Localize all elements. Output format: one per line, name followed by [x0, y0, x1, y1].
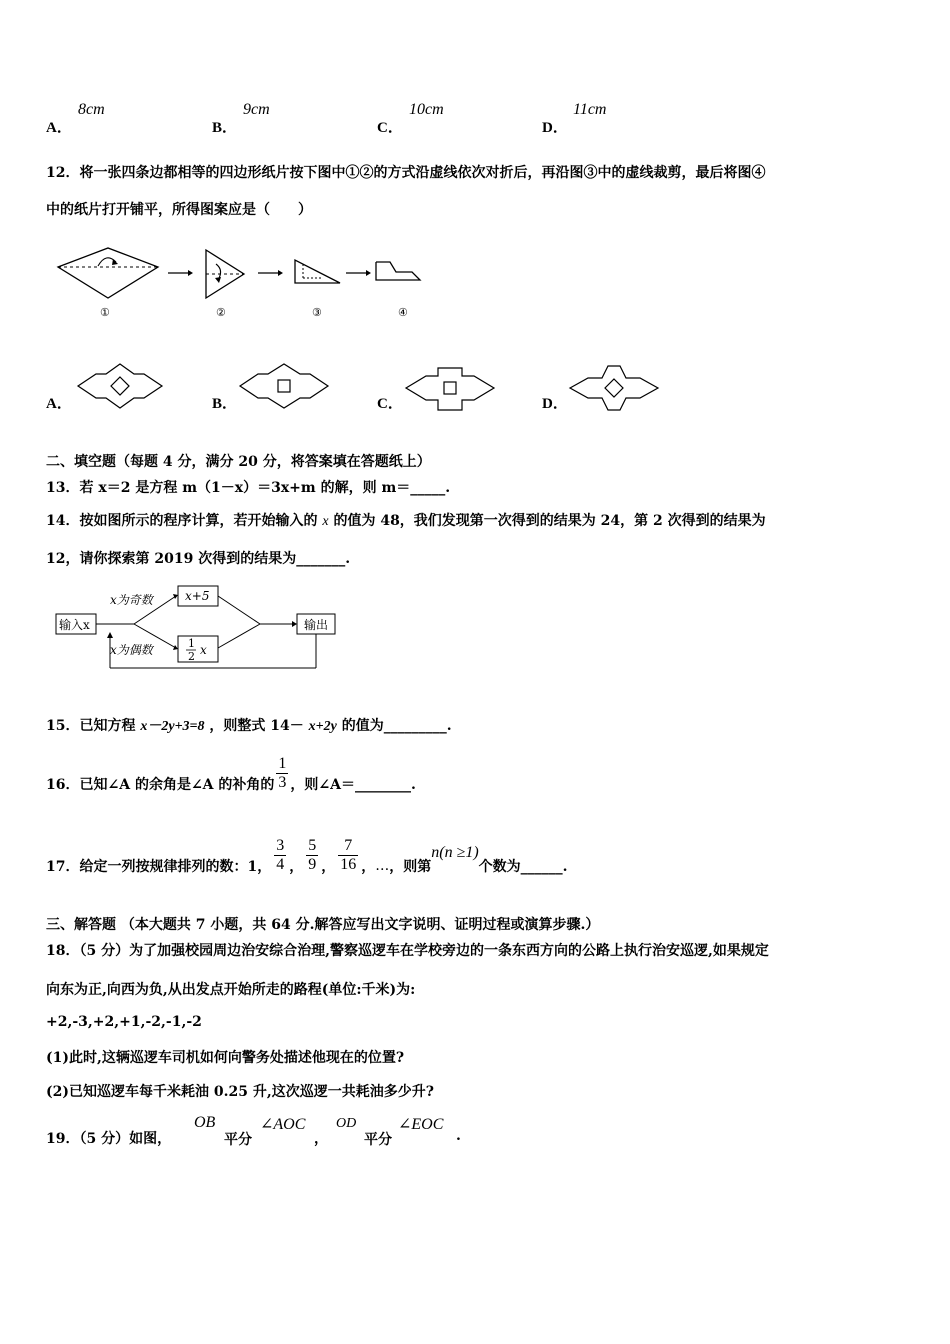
q18-line2: 向东为正,向西为负,从出发点开始所走的路程(单位:千米)为: — [46, 982, 416, 998]
q15-expr1: x－2y+3=8 — [140, 719, 205, 734]
q19-aoc: ∠AOC — [260, 1116, 306, 1133]
q15-text — [46, 715, 452, 735]
q16-b: ，则∠A＝________. — [290, 777, 416, 793]
q13-text: 13．若 x＝2 是方程 m（1－x）＝3x+m 的解，则 m＝_____. — [46, 480, 451, 496]
flow-even-box — [178, 636, 218, 662]
q12-folding-steps-figure — [50, 240, 440, 325]
flow-odd-op: x+5 — [185, 589, 210, 603]
q11-option-d-letter: D． — [542, 120, 568, 136]
q17-b: ，则第 — [389, 859, 432, 875]
step-label-1: ① — [100, 306, 110, 319]
flow-input-label: 输入x — [59, 618, 90, 632]
q11-option-a-value: 8cm — [78, 101, 105, 118]
q16-fraction-den: 3 — [278, 773, 287, 791]
q12-option-d-letter: D． — [542, 396, 568, 412]
q18-data: +2,-3,+2,+1,-2,-1,-2 — [46, 1014, 202, 1030]
q14-line1-var: x — [322, 514, 329, 529]
q18-line1: 18．（5 分）为了加强校园周边治安综合治理,警察巡逻车在学校旁边的一条东西方向的公路上执行治安巡逻,如果规定 — [46, 943, 769, 959]
q14-flowchart — [54, 582, 354, 674]
q16-text — [46, 748, 416, 798]
q16-fraction-num: 1 — [278, 754, 287, 772]
q12-line1: 12．将一张四条边都相等的四边形纸片按下图中①②的方式沿虚线依次对折后，再沿图③中的虚线裁剪，最后将图④ — [46, 165, 766, 181]
flow-output-label: 输出 — [304, 618, 329, 632]
flow-even-condition: x为偶数 — [110, 643, 153, 657]
step-label-2: ② — [216, 306, 226, 319]
q19-end: . — [456, 1128, 461, 1144]
q17-text: 17．给定一列按规律排列的数：1， $\frac{3}{4}$ ， $\frac{5}{9}$ ， $\frac{7}{16}$ ， … ，则第 n(n ≥1) 个数为______. — [46, 836, 568, 875]
q14-line1-b: 的值为 48，我们发现第一次得到的结果为 24，第 2 次得到的结果为 — [333, 513, 766, 529]
q11-option-b-letter: B． — [212, 120, 238, 136]
flow-even-var: x — [200, 643, 207, 657]
q14-line1 — [46, 510, 766, 530]
q12-option-c-figure — [404, 366, 496, 416]
q11-option-d-value: 11cm — [573, 101, 607, 118]
q15-expr2: x+2y — [308, 719, 337, 734]
section2-heading: 二、填空题（每题 4 分，满分 20 分，将答案填在答题纸上） — [46, 454, 431, 470]
q12-option-a-figure — [76, 362, 166, 412]
q17-n-expr: n(n ≥1) — [431, 844, 479, 861]
q11-option-b-value: 9cm — [243, 101, 270, 118]
q19-bisect2: 平分 — [364, 1132, 392, 1148]
q18-part2: (2)已知巡逻车每千米耗油 0.25 升,这次巡逻一共耗油多少升? — [46, 1084, 434, 1100]
q18-part1: (1)此时,这辆巡逻车司机如何向警务处描述他现在的位置? — [46, 1050, 405, 1066]
q17-fraction-2: $\frac{5}{9}$ — [308, 836, 317, 873]
q14-line2: 12，请你探索第 2019 次得到的结果为_______. — [46, 551, 351, 567]
q19-bisect1: 平分 — [224, 1132, 252, 1148]
flow-even-den: 2 — [188, 650, 195, 663]
q15-a: 15．已知方程 — [46, 718, 136, 734]
step-label-3: ③ — [312, 306, 322, 319]
q15-b: ，则整式 14－ — [209, 718, 304, 734]
q12-option-a-letter: A． — [46, 396, 72, 412]
q12-option-d-figure — [568, 364, 660, 414]
q19-a: 19．（5 分）如图， — [46, 1131, 172, 1147]
q15-c: 的值为_________. — [341, 718, 452, 734]
q11-option-a-letter: A． — [46, 120, 72, 136]
flow-odd-condition: x为奇数 — [110, 593, 153, 607]
q19-od: OD — [336, 1116, 357, 1131]
q16-fraction — [276, 755, 288, 792]
q19-eoc: ∠EOC — [398, 1116, 444, 1133]
q17-fraction-1: $\frac{3}{4}$ — [276, 836, 285, 873]
q17-ellipsis: … — [375, 858, 390, 874]
q12-option-b-figure — [238, 362, 330, 412]
q11-option-c-letter: C． — [377, 120, 403, 136]
q12-option-c-letter: C． — [377, 396, 403, 412]
q17-c: 个数为______. — [478, 859, 568, 875]
q12-option-b-letter: B． — [212, 396, 238, 412]
q12-line2: 中的纸片打开铺平，所得图案应是（ ） — [46, 202, 312, 218]
step4-shape — [376, 262, 420, 280]
q11-option-c-value: 10cm — [409, 101, 444, 118]
q19-comma: ， — [314, 1131, 328, 1147]
q11-options — [0, 100, 950, 136]
q19-ob: OB — [194, 1114, 216, 1131]
step-label-4: ④ — [398, 306, 408, 319]
q17-a: 17．给定一列按规律排列的数：1， — [46, 859, 272, 875]
q14-line1-a: 14．按如图所示的程序计算，若开始输入的 — [46, 513, 318, 529]
q17-fraction-3: $\frac{7}{16}$ — [340, 836, 357, 873]
flow-even-num: 1 — [188, 637, 195, 650]
section3-heading: 三、解答题 （本大题共 7 小题，共 64 分.解答应写出文字说明、证明过程或演算步骤.） — [46, 917, 600, 933]
step3-triangle — [295, 260, 340, 283]
step1-rhombus — [58, 248, 158, 298]
q16-a: 16．已知∠A 的余角是∠A 的补角的 — [46, 777, 275, 793]
step1-arrow-head — [112, 259, 118, 265]
